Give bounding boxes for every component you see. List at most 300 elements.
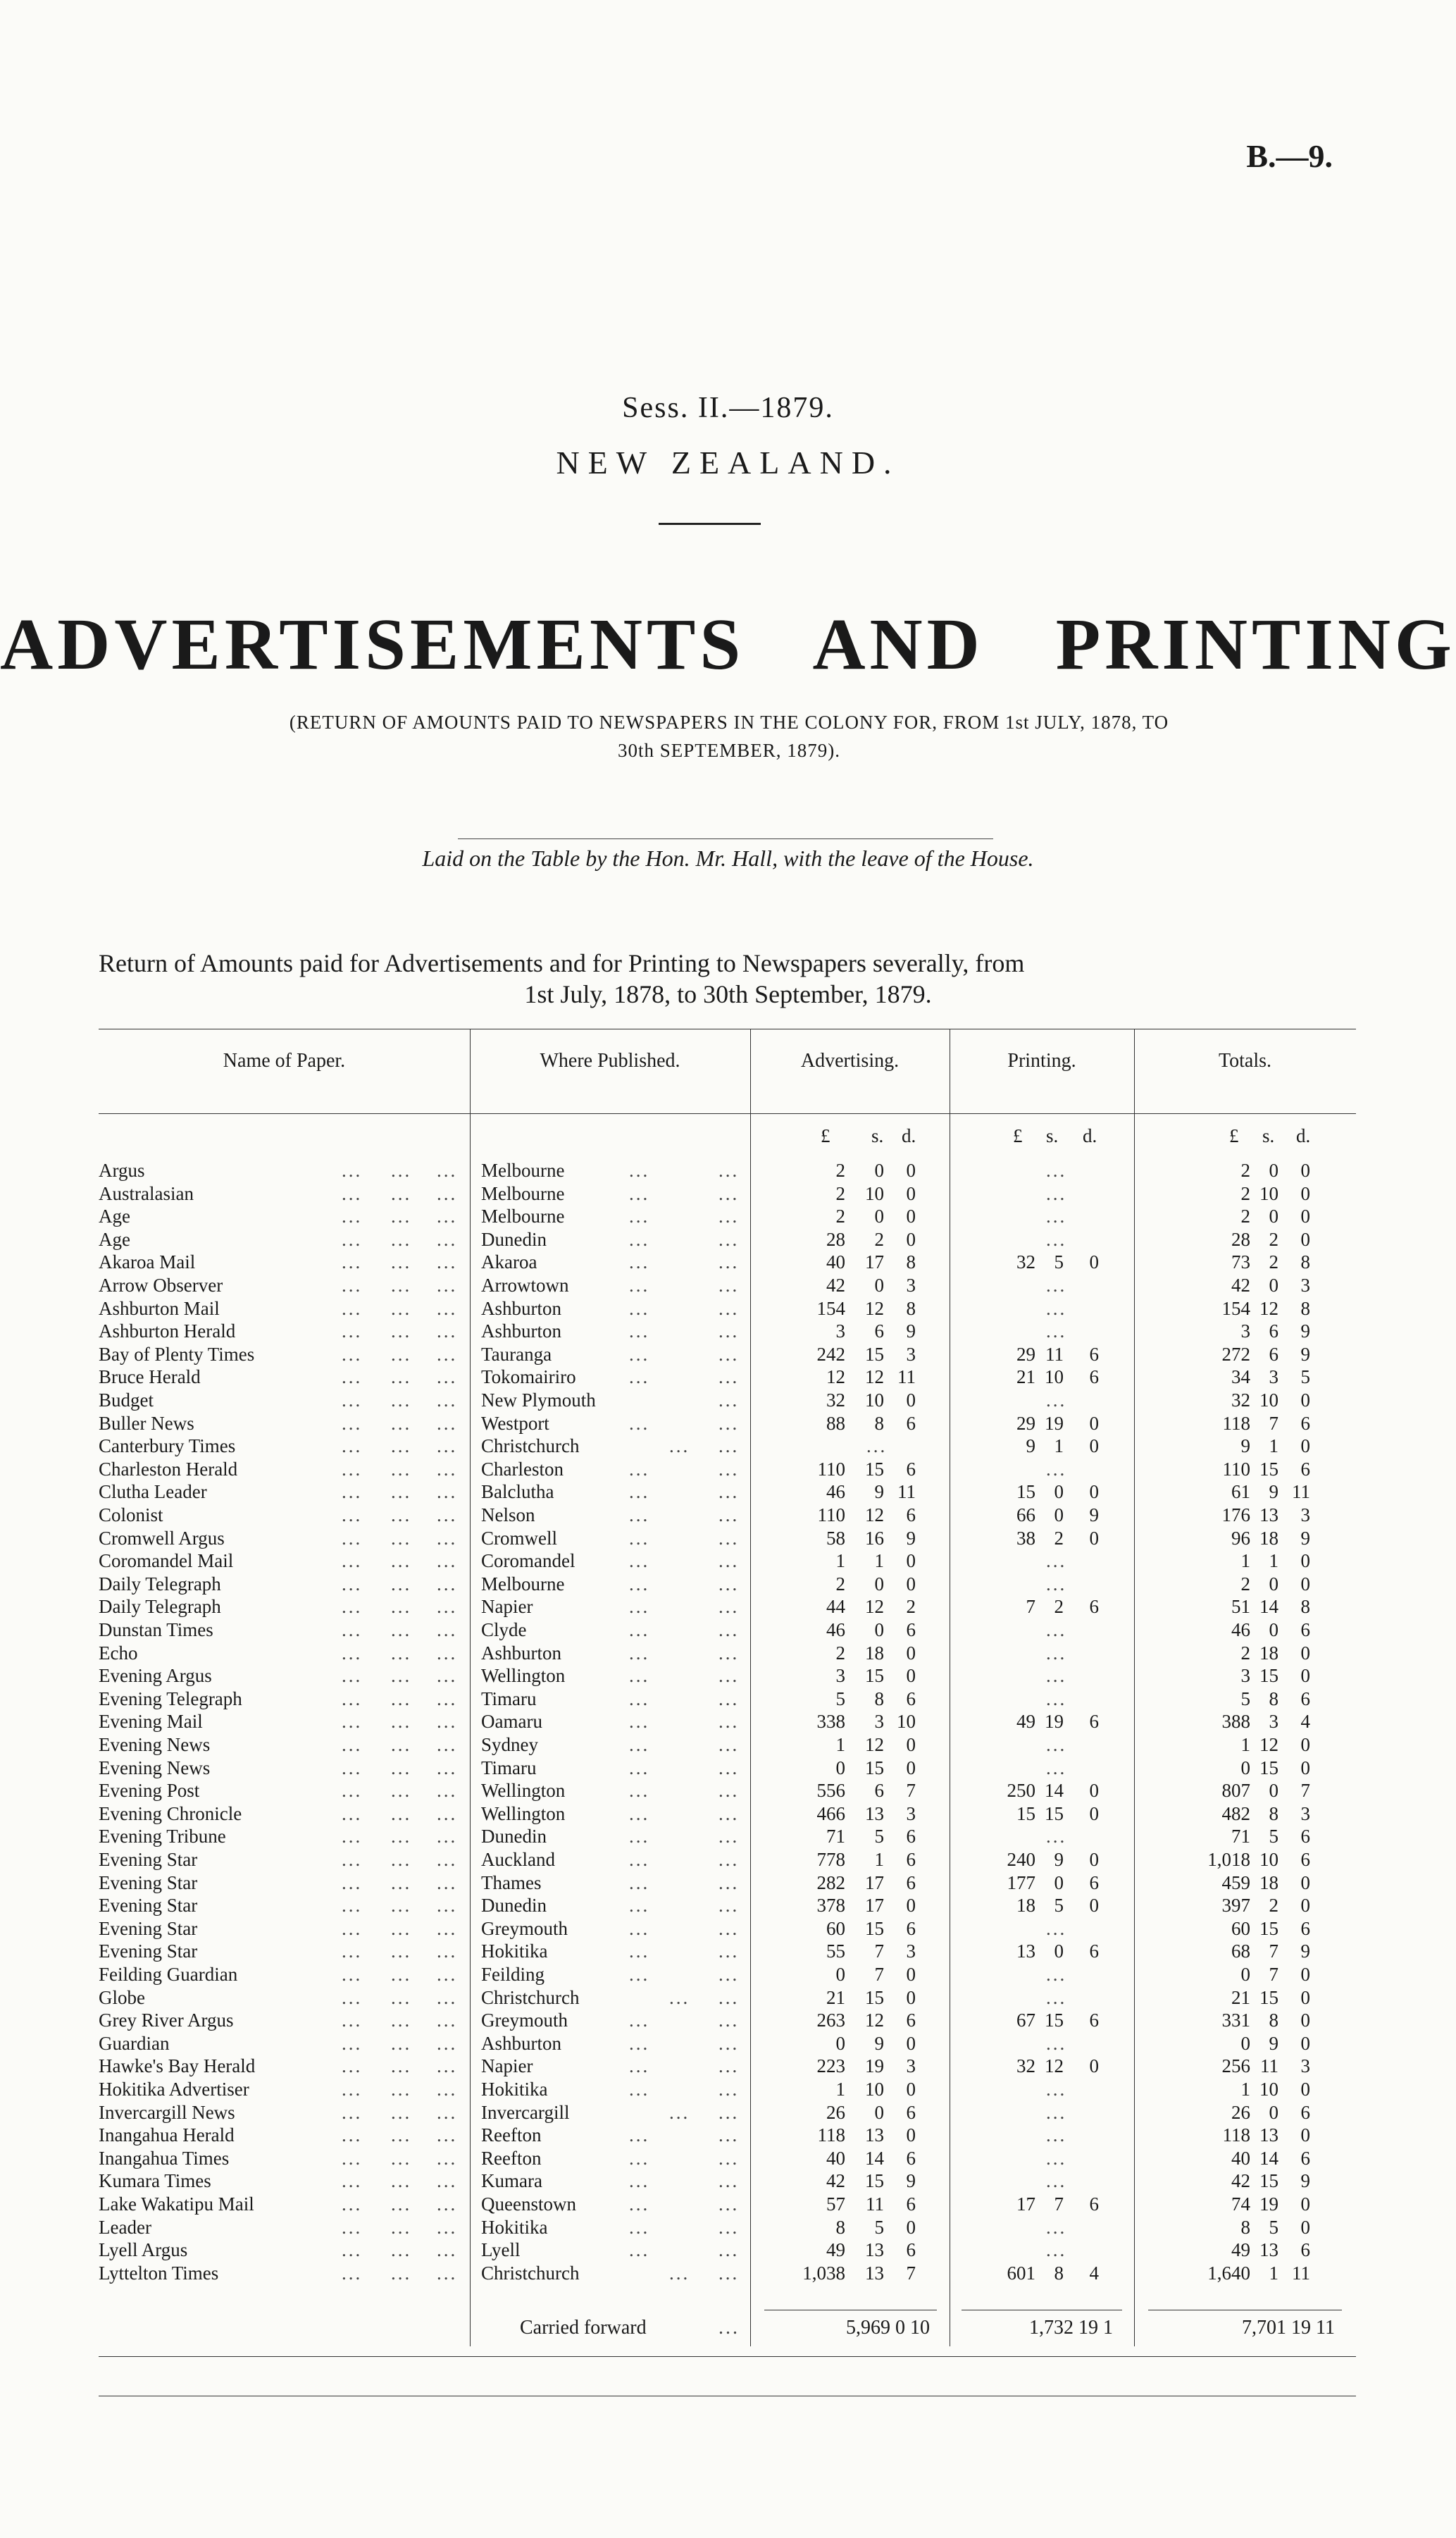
total-pence: 4 [1300,1711,1310,1733]
paper-dots: ... [391,1826,412,1847]
adv-shillings: 15 [865,1458,884,1480]
print-pound-symbol: £ [1013,1125,1023,1146]
total-pence: 6 [1300,1619,1310,1640]
paper-dots: ... [437,1688,458,1709]
document-title: ADVERTISEMENTS AND PRINTING [0,604,1456,685]
adv-pound-symbol: £ [821,1125,830,1146]
paper-dots: ... [391,2079,412,2100]
print-pence: 6 [1089,2010,1099,2031]
print-empty: ... [1046,2032,1067,2054]
total-pounds: 3 [1240,1665,1250,1687]
total-pence: 0 [1300,2010,1310,2031]
paper-name: Evening Chronicle [99,1802,242,1824]
place-dots: ... [629,1757,650,1778]
total-shillings: 2 [1269,1251,1278,1273]
adv-pence: 6 [906,1826,916,1847]
paper-dots: ... [437,1619,458,1640]
print-pence: 6 [1089,1711,1099,1733]
paper-name: Evening News [99,1734,211,1755]
total-shillings: 13 [1259,2124,1278,2146]
adv-pence: 6 [906,2101,916,2123]
place-dots: ... [718,1389,740,1411]
print-empty: ... [1046,2101,1067,2123]
adv-pounds: 0 [835,1757,845,1778]
paper-dots: ... [342,1527,363,1549]
place-dots: ... [629,2010,650,2031]
adv-pence: 0 [906,2216,916,2238]
adv-pence: 6 [906,1619,916,1640]
print-shillings: 12 [1045,2055,1064,2077]
paper-dots: ... [437,2239,458,2261]
table-row [0,1182,1456,1205]
paper-dots: ... [437,1320,458,1342]
place-dots: ... [718,1757,740,1778]
country-label: NEW ZEALAND. [556,445,900,481]
paper-dots: ... [437,2216,458,2238]
total-shillings: 15 [1259,2170,1278,2192]
print-pence: 0 [1089,1251,1099,1273]
adv-shillings: 5 [874,1826,884,1847]
table-row [0,2009,1456,2031]
paper-name: Argus [99,1160,145,1181]
adv-shillings: 12 [865,1734,884,1755]
paper-name: Echo [99,1642,138,1664]
place-name: Napier [481,1596,533,1618]
place-dots: ... [718,1550,740,1572]
print-empty: ... [1046,2124,1067,2146]
total-pence: 6 [1300,1412,1310,1434]
place-name: New Plymouth [481,1389,596,1411]
adv-pence: 2 [906,1596,916,1618]
paper-dots: ... [342,1619,363,1640]
adv-shillings: 13 [865,1802,884,1824]
total-pounds: 176 [1221,1504,1250,1525]
place-name: Clyde [481,1619,527,1640]
page-ref: B.—9. [1246,138,1333,174]
paper-dots: ... [391,2216,412,2238]
total-pence: 7 [1300,1780,1310,1802]
total-pounds: 118 [1222,2124,1250,2146]
adv-pence: 11 [897,1366,916,1388]
total-pounds: 1,018 [1207,1849,1250,1870]
total-shillings: 15 [1259,1665,1278,1687]
adv-shillings: 13 [865,2124,884,2146]
place-dots: ... [718,1320,740,1342]
paper-dots: ... [391,1481,412,1503]
paper-dots: ... [391,1412,412,1434]
place-dots: ... [718,2170,740,2192]
paper-dots: ... [342,1688,363,1709]
place-dots: ... [629,1527,650,1549]
paper-dots: ... [342,1366,363,1388]
paper-dots: ... [391,1596,412,1618]
adv-pence: 0 [906,1389,916,1411]
total-pounds: 459 [1221,1871,1250,1893]
place-dots: ... [669,1986,690,2008]
print-pence: 6 [1089,1343,1099,1365]
paper-dots: ... [342,1895,363,1917]
paper-name: Buller News [99,1412,194,1434]
total-pounds: 5 [1240,1688,1250,1709]
total-pounds: 2 [1240,1182,1250,1204]
adv-pence: 0 [906,1895,916,1917]
paper-name: Dunstan Times [99,1619,213,1640]
print-pounds: 601 [1007,2262,1035,2284]
adv-pence: 8 [906,1251,916,1273]
paper-dots: ... [391,1940,412,1962]
total-shillings: 3 [1269,1366,1278,1388]
adv-pounds: 242 [816,1343,845,1365]
paper-dots: ... [342,2193,363,2215]
adv-shillings: 18 [865,1642,884,1664]
adv-pence: 0 [906,2124,916,2146]
place-dots: ... [718,1504,740,1525]
adv-pounds: 44 [826,1596,845,1618]
total-pence: 6 [1300,1849,1310,1870]
print-shillings: 8 [1054,2262,1064,2284]
session-label: Sess. II.—1879. [622,392,834,424]
print-shillings: 15 [1045,1802,1064,1824]
place-name: Greymouth [481,1917,568,1939]
print-shillings: 5 [1054,1251,1064,1273]
table-row [0,2216,1456,2239]
place-dots: ... [718,1986,740,2008]
table-row [0,1297,1456,1320]
adv-shillings: 11 [866,2193,884,2215]
paper-name: Colonist [99,1504,163,1525]
place-dots: ... [718,1160,740,1181]
paper-dots: ... [437,2055,458,2077]
paper-dots: ... [391,1251,412,1273]
total-shillings: 6 [1269,1343,1278,1365]
adv-shillings: 15 [865,1917,884,1939]
print-pence: 0 [1089,1895,1099,1917]
paper-dots: ... [342,1481,363,1503]
place-dots: ... [718,1619,740,1640]
total-shillings: 19 [1259,2193,1278,2215]
paper-name: Daily Telegraph [99,1596,221,1618]
total-pence: 11 [1292,1481,1310,1503]
total-pounds: 154 [1221,1297,1250,1319]
paper-dots: ... [342,2124,363,2146]
total-pence: 3 [1300,1504,1310,1525]
paper-dots: ... [342,2170,363,2192]
paper-dots: ... [391,1366,412,1388]
total-pounds: 42 [1231,1275,1250,1296]
print-empty: ... [1046,1757,1067,1778]
adv-pounds: 40 [826,1251,845,1273]
adv-shillings: 12 [865,1366,884,1388]
place-dots: ... [629,1871,650,1893]
paper-dots: ... [437,2010,458,2031]
print-pence: 6 [1089,1940,1099,1962]
paper-name: Inangahua Times [99,2147,230,2169]
adv-pounds: 55 [826,1940,845,1962]
adv-pounds: 2 [835,1160,845,1181]
place-name: Wellington [481,1665,566,1687]
place-dots: ... [718,1251,740,1273]
print-empty: ... [1046,2147,1067,2169]
adv-shillings: 12 [865,2010,884,2031]
total-pounds: 68 [1231,1940,1250,1962]
place-name: Melbourne [481,1206,565,1227]
print-pounds: 49 [1016,1711,1035,1733]
print-shillings: 19 [1045,1412,1064,1434]
adv-pence: 6 [906,1871,916,1893]
paper-dots: ... [391,1527,412,1549]
table-row [0,1435,1456,1457]
print-pounds: 250 [1007,1780,1035,1802]
adv-pence: 6 [906,1458,916,1480]
adv-shillings: 5 [874,2216,884,2238]
adv-shillings: 12 [865,1504,884,1525]
table-row [0,2147,1456,2169]
print-empty: ... [1046,1458,1067,1480]
adv-shillings: 0 [874,1275,884,1296]
place-dots: ... [718,1182,740,1204]
place-dots: ... [718,2262,740,2284]
table-row [0,1159,1456,1182]
adv-shillings: 12 [865,1596,884,1618]
place-name: Westport [481,1412,549,1434]
print-empty: ... [1046,1688,1067,1709]
paper-dots: ... [437,1297,458,1319]
adv-shilling-label: s. [871,1125,884,1146]
adv-pounds: 338 [816,1711,845,1733]
print-pence: 6 [1089,1366,1099,1388]
total-shillings: 8 [1269,1802,1278,1824]
place-name: Hokitika [481,1940,548,1962]
adv-shillings: 0 [874,1573,884,1595]
paper-dots: ... [342,1596,363,1618]
table-row [0,1458,1456,1480]
total-shillings: 1 [1269,1550,1278,1572]
paper-dots: ... [391,1182,412,1204]
total-shillings: 18 [1259,1642,1278,1664]
table-row [0,1205,1456,1227]
adv-pence: 9 [906,1527,916,1549]
adv-pounds: 556 [816,1780,845,1802]
paper-dots: ... [342,1182,363,1204]
paper-dots: ... [437,1734,458,1755]
paper-dots: ... [342,1320,363,1342]
paper-name: Evening Tribune [99,1826,226,1847]
adv-pounds: 2 [835,1206,845,1227]
paper-dots: ... [437,1711,458,1733]
paper-dots: ... [391,1619,412,1640]
place-name: Thames [481,1871,542,1893]
adv-shillings: 9 [874,1481,884,1503]
print-pence: 9 [1089,1504,1099,1525]
adv-shillings: 8 [874,1688,884,1709]
paper-dots: ... [391,1343,412,1365]
paper-dots: ... [391,2147,412,2169]
place-dots: ... [629,1917,650,1939]
adv-shillings: 9 [874,2032,884,2054]
place-dots: ... [718,1435,740,1457]
paper-dots: ... [391,1802,412,1824]
place-dots: ... [629,1458,650,1480]
paper-dots: ... [437,1895,458,1917]
place-dots: ... [629,1251,650,1273]
total-pounds: 482 [1221,1802,1250,1824]
table-row [0,2124,1456,2146]
paper-dots: ... [437,1964,458,1985]
place-name: Nelson [481,1504,535,1525]
place-dots: ... [718,1780,740,1802]
print-pounds: 18 [1016,1895,1035,1917]
adv-shillings: 10 [865,1389,884,1411]
print-pounds: 66 [1016,1504,1035,1525]
place-name: Timaru [481,1757,537,1778]
table-bottom-rule [99,2356,1356,2357]
place-name: Oamaru [481,1711,542,1733]
table-row [0,1802,1456,1825]
paper-dots: ... [437,1871,458,1893]
paper-dots: ... [342,1964,363,1985]
paper-dots: ... [391,2032,412,2054]
total-shillings: 10 [1259,1849,1278,1870]
paper-dots: ... [391,2101,412,2123]
total-shillings: 5 [1269,1826,1278,1847]
total-pounds: 49 [1231,2239,1250,2261]
place-dots: ... [718,1802,740,1824]
total-pence: 3 [1300,2055,1310,2077]
place-dots: ... [629,1849,650,1870]
total-pence: 6 [1300,2239,1310,2261]
total-pounds: 1 [1240,2079,1250,2100]
table-row [0,1963,1456,1986]
adv-pence: 10 [897,1711,916,1733]
paper-dots: ... [391,1160,412,1181]
total-pence: 6 [1300,1917,1310,1939]
total-pounds: 2 [1240,1160,1250,1181]
table-row [0,1917,1456,1940]
adv-pence: 9 [906,2170,916,2192]
paper-dots: ... [391,1688,412,1709]
adv-pounds: 58 [826,1527,845,1549]
total-pounds: 0 [1240,1757,1250,1778]
total-pence: 0 [1300,1228,1310,1250]
total-shillings: 0 [1269,1573,1278,1595]
total-pounds: 397 [1221,1895,1250,1917]
total-shillings: 6 [1269,1320,1278,1342]
total-pence: 0 [1300,1964,1310,1985]
place-name: Dunedin [481,1228,547,1250]
print-pounds: 17 [1016,2193,1035,2215]
print-empty: ... [1046,2079,1067,2100]
adv-pence: 6 [906,1504,916,1525]
place-name: Greymouth [481,2010,568,2031]
print-pounds: 21 [1016,1366,1035,1388]
place-name: Ashburton [481,1297,561,1319]
carried-forward-dots: ... [718,2317,740,2339]
print-empty: ... [1046,1182,1067,1204]
print-pence: 0 [1089,1802,1099,1824]
paper-name: Lyttelton Times [99,2262,219,2284]
place-dots: ... [629,1619,650,1640]
paper-dots: ... [391,2193,412,2215]
place-dots: ... [669,2101,690,2123]
paper-name: Feilding Guardian [99,1964,238,1985]
print-pounds: 13 [1016,1940,1035,1962]
total-pounds: 2 [1240,1642,1250,1664]
place-dots: ... [629,2055,650,2077]
paper-name: Lyell Argus [99,2239,188,2261]
print-empty: ... [1046,1160,1067,1181]
carried-forward-advertising: 5,969 0 10 [846,2317,930,2339]
paper-dots: ... [437,2079,458,2100]
place-name: Ashburton [481,1320,561,1342]
paper-dots: ... [342,2147,363,2169]
adv-pounds: 5 [835,1688,845,1709]
print-empty: ... [1046,1550,1067,1572]
print-pounds: 15 [1016,1481,1035,1503]
total-pence: 0 [1300,2124,1310,2146]
print-pence: 0 [1089,1780,1099,1802]
paper-dots: ... [342,1343,363,1365]
paper-name: Evening Argus [99,1665,212,1687]
place-name: Reefton [481,2147,542,2169]
total-pounds: 21 [1231,1986,1250,2008]
print-empty: ... [1046,2239,1067,2261]
adv-shillings: 7 [874,1964,884,1985]
paper-dots: ... [391,1780,412,1802]
print-pence: 0 [1089,1481,1099,1503]
place-name: Melbourne [481,1160,565,1181]
total-pounds: 0 [1240,2032,1250,2054]
adv-pounds: 12 [826,1366,845,1388]
paper-name: Coromandel Mail [99,1550,234,1572]
paper-dots: ... [342,1757,363,1778]
laid-divider [458,838,993,839]
place-name: Ashburton [481,2032,561,2054]
total-pounds: 256 [1221,2055,1250,2077]
paper-dots: ... [391,1871,412,1893]
paper-name: Evening Star [99,1917,198,1939]
paper-name: Charleston Herald [99,1458,238,1480]
carried-forward-printing: 1,732 19 1 [1029,2317,1113,2339]
place-dots: ... [629,1481,650,1503]
total-pounds: 42 [1231,2170,1250,2192]
place-dots: ... [629,1802,650,1824]
paper-dots: ... [342,1849,363,1870]
place-name: Tokomairiro [481,1366,576,1388]
total-shillings: 10 [1259,1182,1278,1204]
paper-dots: ... [342,1802,363,1824]
table-row [0,1412,1456,1435]
table-row [0,2193,1456,2215]
paper-dots: ... [391,1550,412,1572]
adv-pence: 0 [906,1665,916,1687]
adv-pence: 6 [906,2147,916,2169]
table-row [0,1366,1456,1388]
adv-shillings: 10 [865,1182,884,1204]
total-shillings: 5 [1269,2216,1278,2238]
place-dots: ... [718,2147,740,2169]
table-row [0,2239,1456,2261]
paper-name: Age [99,1206,130,1227]
adv-shillings: 0 [874,1619,884,1640]
paper-dots: ... [437,1665,458,1687]
total-pounds: 32 [1231,1389,1250,1411]
adv-shillings: 10 [865,2079,884,2100]
paper-name: Lake Wakatipu Mail [99,2193,254,2215]
total-pounds: 0 [1240,1964,1250,1985]
adv-pounds: 42 [826,2170,845,2192]
total-pounds: 40 [1231,2147,1250,2169]
total-shillings: 12 [1259,1734,1278,1755]
